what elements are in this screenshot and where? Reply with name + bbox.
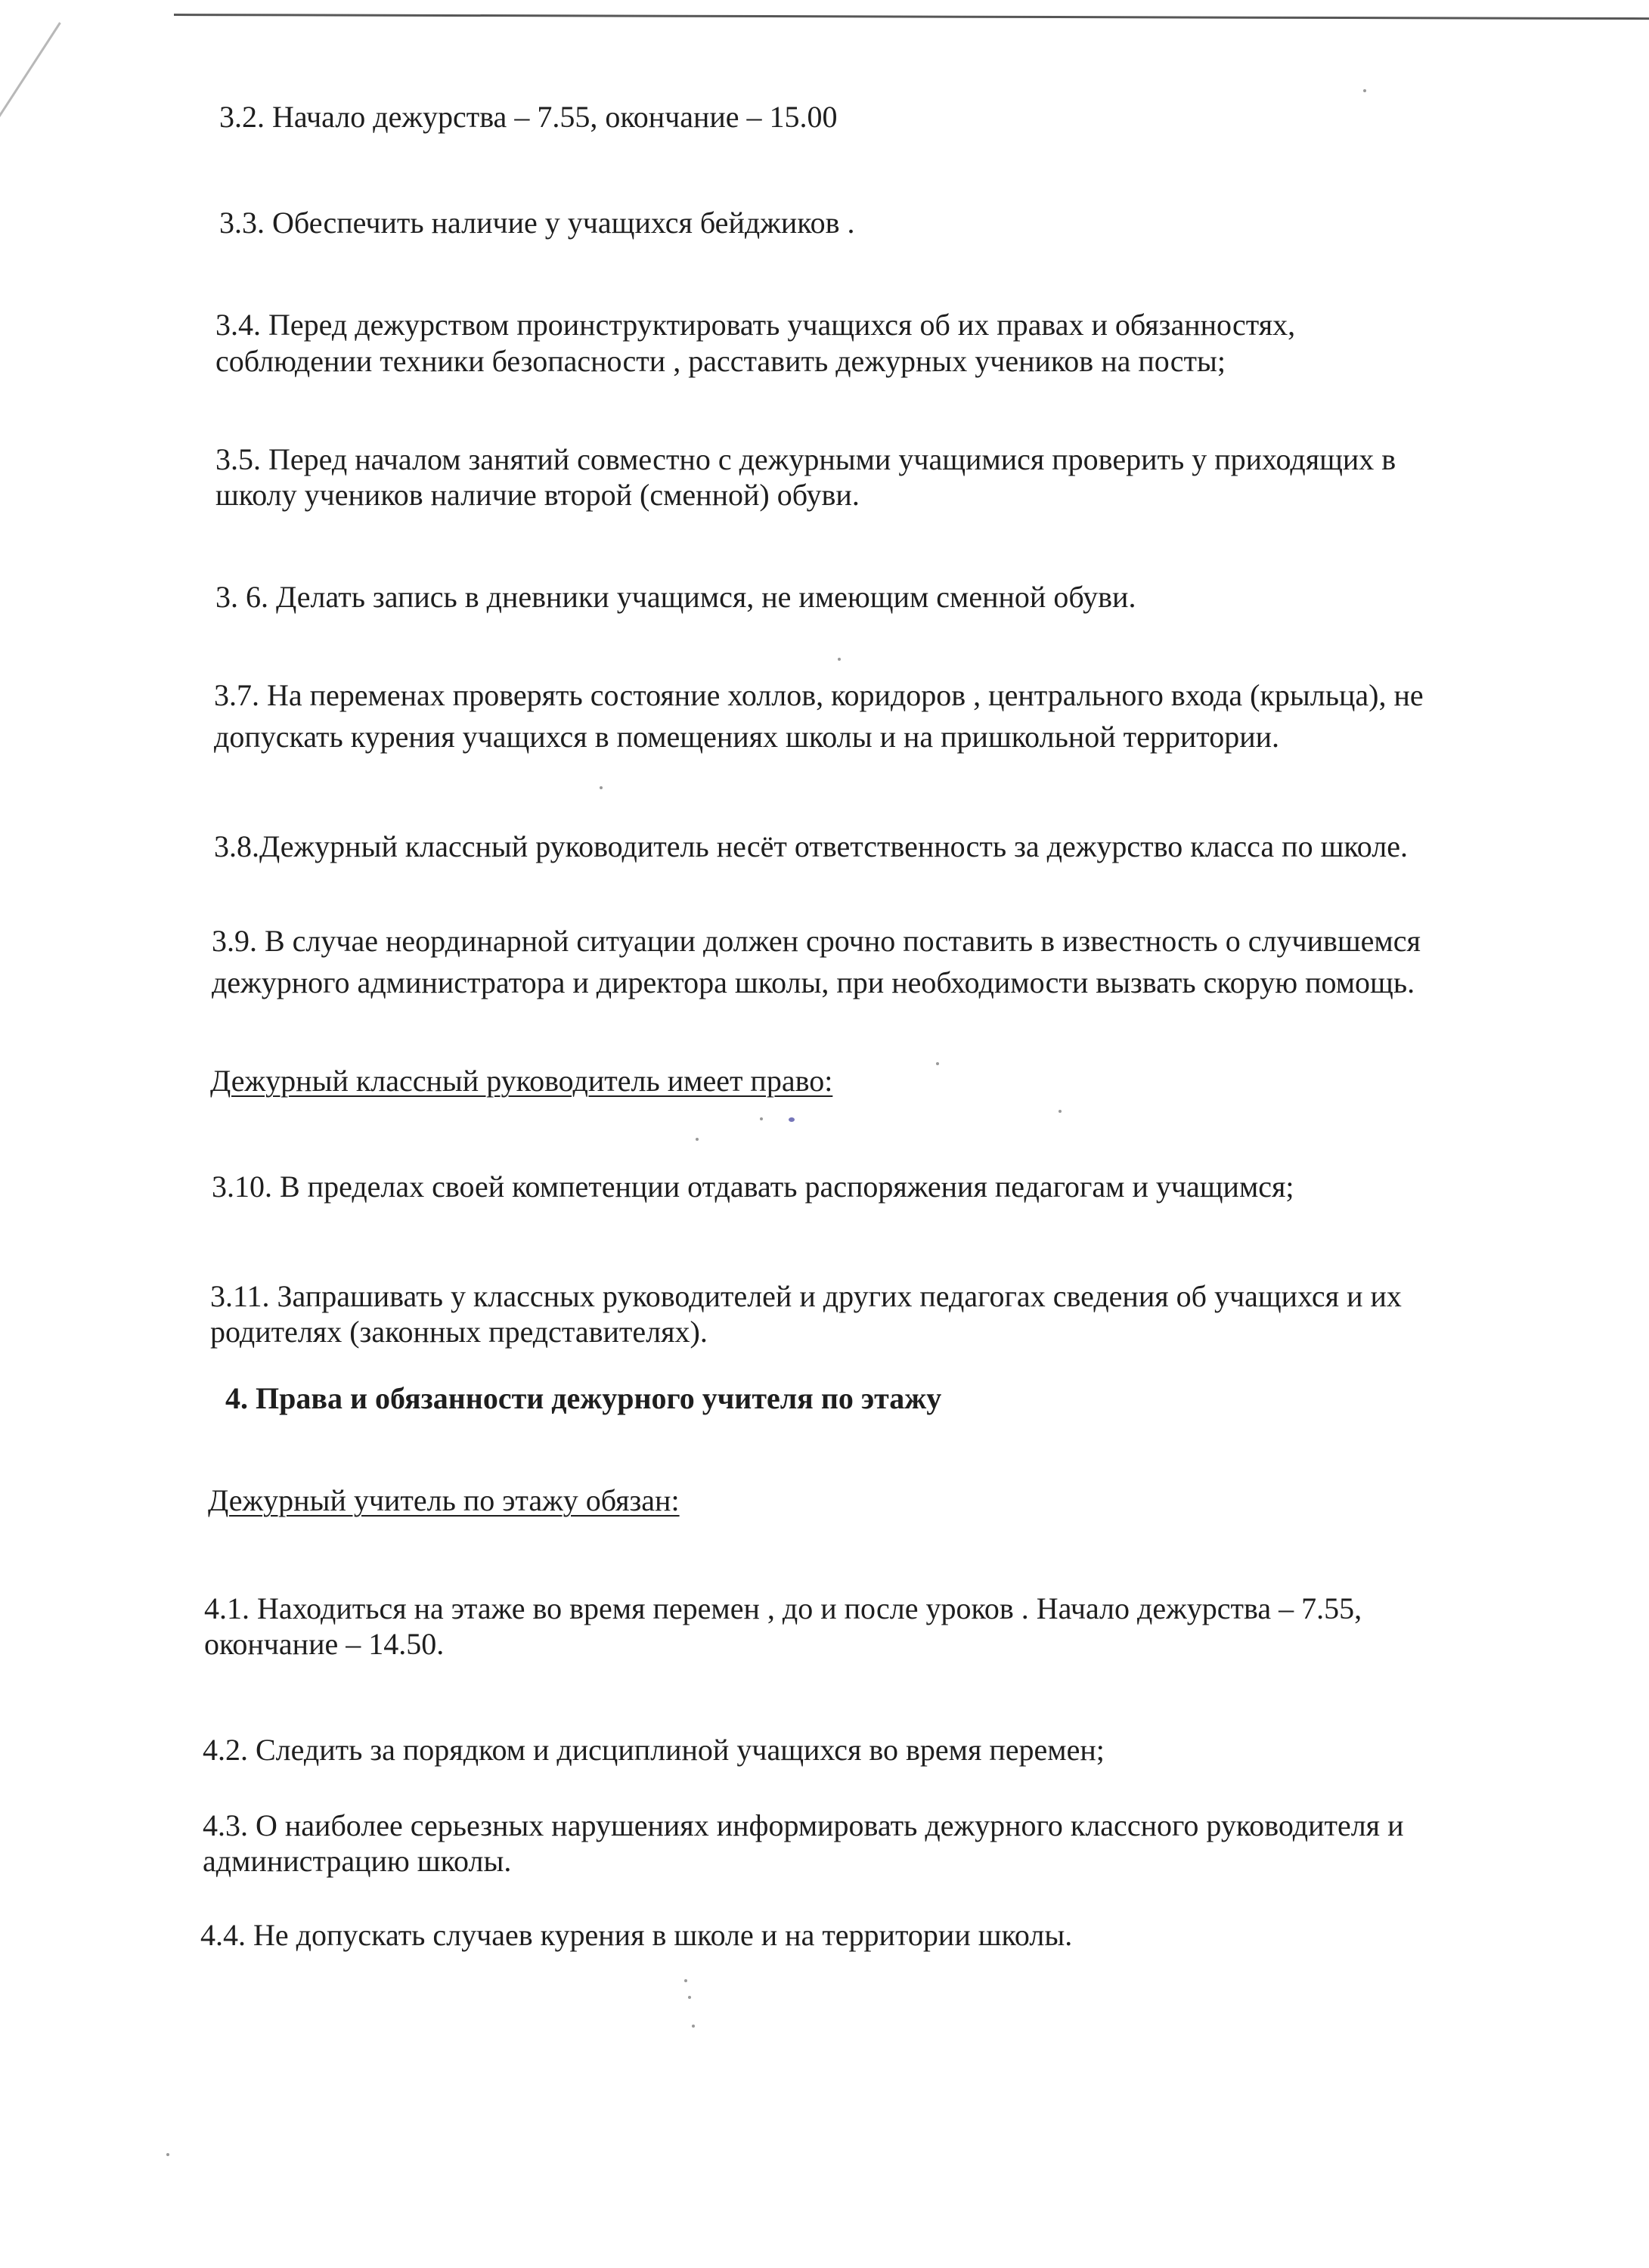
paragraph-3-4-line-2: соблюдении техники безопасности , расставить дежурных учеников на посты; (215, 344, 1226, 378)
paragraph-3-7-line-1: 3.7. На переменах проверять состояние холлов, коридоров , центрального входа (крыльца), не (214, 678, 1424, 712)
duties-heading: Дежурный учитель по этажу обязан: (208, 1483, 680, 1517)
scan-speck (166, 2153, 169, 2156)
paragraph-4-1-line-1: 4.1. Находиться на этаже во время перемен , до и после уроков . Начало дежурства – 7.55, (204, 1591, 1362, 1625)
paragraph-4-3-line-1: 4.3. О наиболее серьезных нарушениях информировать дежурного классного руководителя и (203, 1808, 1404, 1842)
paragraph-3-10: 3.10. В пределах своей компетенции отдавать распоряжения педагогам и учащимся; (212, 1170, 1294, 1204)
scan-speck (684, 1979, 687, 1982)
paragraph-3-11-line-1: 3.11. Запрашивать у классных руководителей и других педагогах сведения об учащихся и их (210, 1279, 1402, 1313)
scan-speck (692, 2025, 695, 2028)
paragraph-3-9-line-1: 3.9. В случае неординарной ситуации должен срочно поставить в известность о случившемся (212, 924, 1421, 958)
scan-speck (838, 658, 841, 661)
paragraph-4-4: 4.4. Не допускать случаев курения в школе и на территории школы. (200, 1918, 1073, 1952)
paragraph-3-11-line-2: родителях (законных представителях). (210, 1315, 708, 1349)
scan-top-edge (174, 14, 1649, 20)
scan-speck (1363, 89, 1366, 92)
scan-speck (696, 1138, 699, 1141)
section-4-title: 4. Права и обязанности дежурного учителя по этажу (225, 1381, 942, 1415)
scan-speck (760, 1117, 763, 1120)
paragraph-3-2: 3.2. Начало дежурства – 7.55, окончание – 15.00 (219, 100, 838, 134)
paragraph-3-8: 3.8.Дежурный классный руководитель несёт ответственность за дежурство класса по школе. (214, 829, 1408, 863)
scan-folded-corner (0, 22, 61, 163)
scan-speck (789, 1117, 795, 1122)
paragraph-4-3-line-2: администрацию школы. (203, 1844, 512, 1878)
paragraph-3-4-line-1: 3.4. Перед дежурством проинструктировать учащихся об их правах и обязанностях, (215, 308, 1296, 342)
paragraph-3-5-line-2: школу учеников наличие второй (сменной) обуви. (215, 478, 860, 512)
paragraph-4-1-line-2: окончание – 14.50. (204, 1627, 445, 1661)
paragraph-3-9-line-2: дежурного администратора и директора школы, при необходимости вызвать скорую помощь. (212, 965, 1415, 999)
paragraph-3-7-line-2: допускать курения учащихся в помещениях школы и на пришкольной территории. (214, 720, 1280, 754)
paragraph-3-3: 3.3. Обеспечить наличие у учащихся бейджиков . (219, 206, 855, 240)
scan-speck (600, 786, 603, 789)
paragraph-3-6: 3. 6. Делать запись в дневники учащимся, не имеющим сменной обуви. (215, 580, 1136, 614)
scan-speck (688, 1996, 691, 1999)
paragraph-3-5-line-1: 3.5. Перед началом занятий совместно с дежурными учащимися проверить у приходящих в (215, 442, 1396, 476)
paragraph-4-2: 4.2. Следить за порядком и дисциплиной учащихся во время перемен; (203, 1733, 1105, 1767)
rights-heading: Дежурный классный руководитель имеет право: (210, 1064, 833, 1098)
scan-speck (936, 1062, 939, 1065)
scan-speck (1059, 1110, 1062, 1113)
